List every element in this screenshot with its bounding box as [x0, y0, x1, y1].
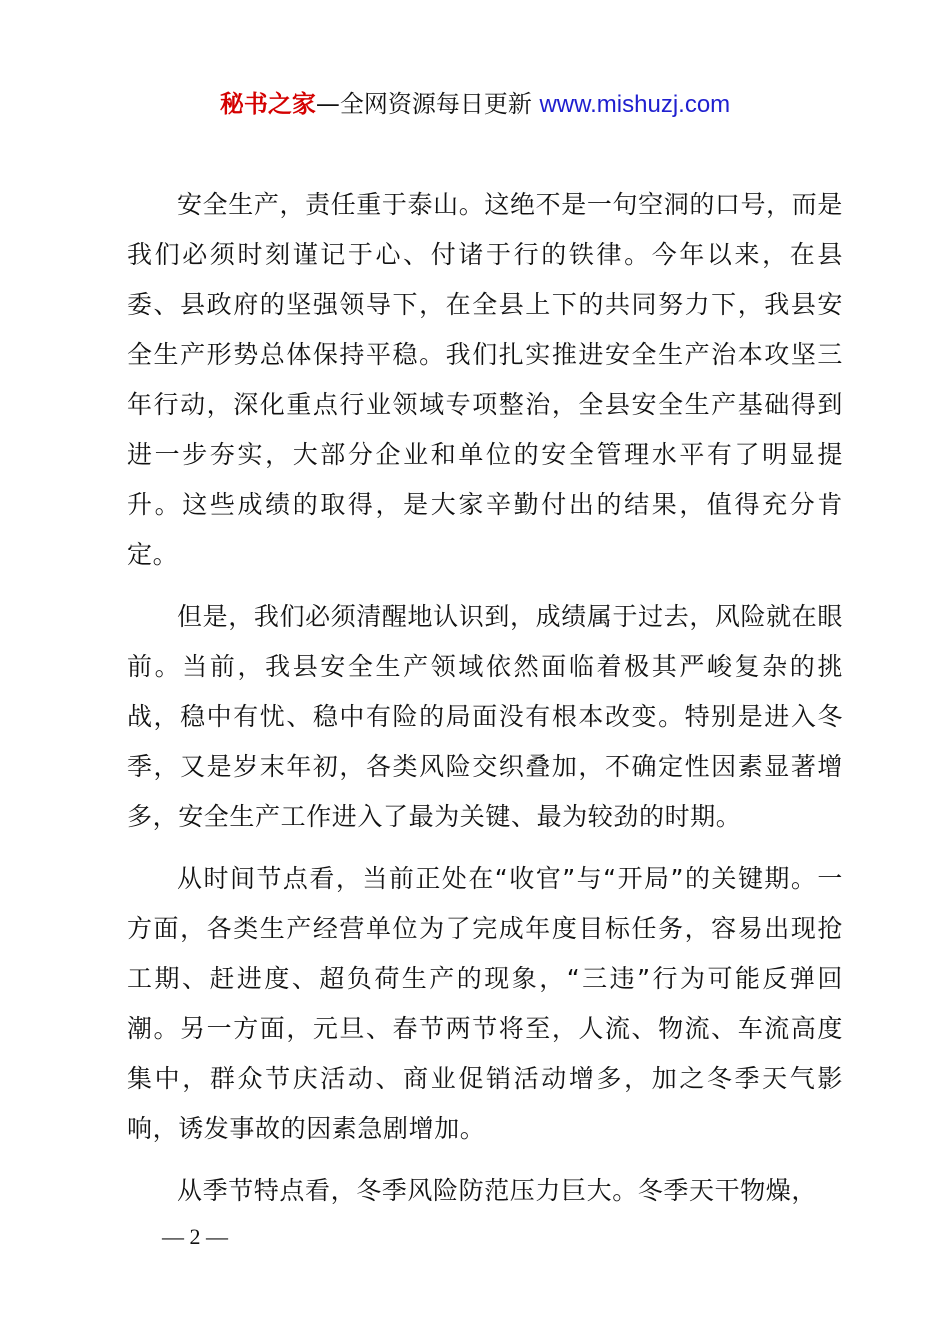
paragraph-3: 从时间节点看，当前正处在“收官”与“开局”的关键期。一方面，各类生产经营单位为了完成年度目标任务，容易出现抢工期、赶进度、超负荷生产的现象，“三违”行为可能反弹回潮。另一方面，元旦、春节两节将至，人流、物流、车流高度集中，群众节庆活动、商业促销活动增多，加之冬季天气影响，诱发事故的因素急剧增加。	[127, 864, 843, 1143]
site-url-link[interactable]: www.mishuzj.com	[539, 91, 731, 118]
brand-name: 秘书之家	[219, 90, 316, 118]
paragraph-2: 但是，我们必须清醒地认识到，成绩属于过去，风险就在眼前。当前，我县安全生产领域依然面临着极其严峻复杂的挑战，稳中有忧、稳中有险的局面没有根本改变。特别是进入冬季，又是岁末年初，各类风险交织叠加，不确定性因素显著增多，安全生产工作进入了最为关键、最为较劲的时期。	[127, 602, 843, 831]
document-body	[127, 180, 843, 1216]
paragraph-4: 从季节特点看，冬季风险防范压力巨大。冬季天干物燥，	[177, 1176, 818, 1205]
header-tagline: —全网资源每日更新	[315, 90, 540, 118]
site-header	[0, 88, 950, 121]
page-number: — 2 —	[162, 1224, 228, 1249]
paragraph-1: 安全生产，责任重于泰山。这绝不是一句空洞的口号，而是我们必须时刻谨记于心、付诸于行的铁律。今年以来，在县委、县政府的坚强领导下，在全县上下的共同努力下，我县安全生产形势总体保持平稳。我们扎实推进安全生产治本攻坚三年行动，深化重点行业领域专项整治，全县安全生产基础得到进一步夯实，大部分企业和单位的安全管理水平有了明显提升。这些成绩的取得，是大家辛勤付出的结果，值得充分肯定。	[127, 190, 843, 569]
